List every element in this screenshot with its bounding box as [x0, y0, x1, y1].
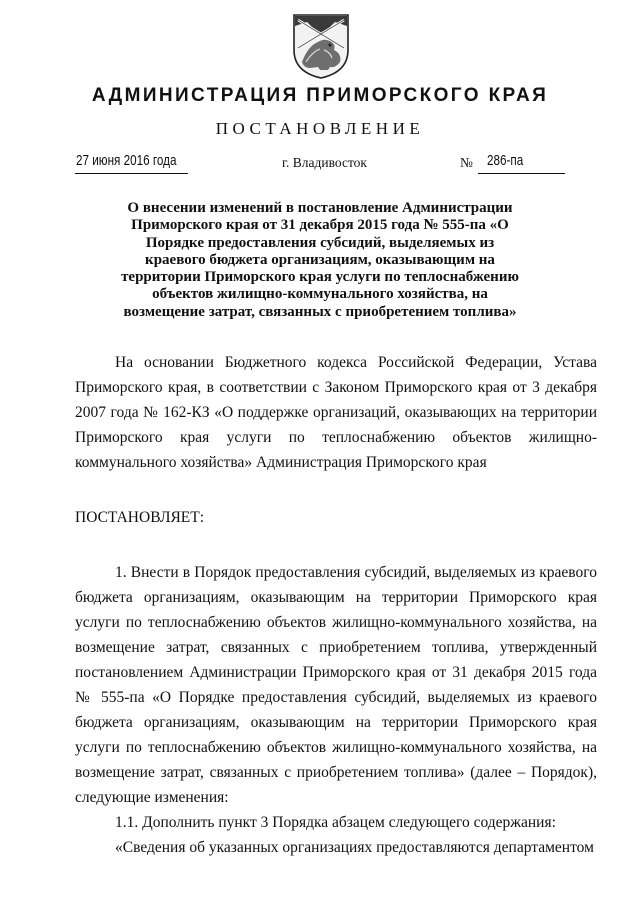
number-sign: № — [460, 155, 473, 170]
agency-name: АДМИНИСТРАЦИЯ ПРИМОРСКОГО КРАЯ — [91, 85, 549, 106]
document-type: ПОСТАНОВЛЕНИЕ — [215, 119, 425, 138]
coat-of-arms-icon — [290, 12, 352, 80]
document-body — [75, 350, 597, 860]
item-1-1: 1.1. Дополнить пункт 3 Порядка абзацем следующего содержания: — [115, 814, 556, 831]
preamble: На основании Бюджетного кодекса Российской Федерации, Устава Приморского края, в соответствии с Законом Приморского края от 3 декабря 2007 года № 162-КЗ «О поддержке организаций, оказывающих на территории Приморского края услуги по теплоснабжению объектов жилищно-коммунального хозяйства» Администрация Приморского края — [75, 354, 597, 471]
decree-word: ПОСТАНОВЛЯЕТ: — [75, 509, 205, 526]
date-underline — [75, 173, 188, 174]
document-date: 27 июня 2016 года — [76, 152, 177, 169]
document-title: О внесении изменений в постановление Администрации Приморского края от 31 декабря 2015 года № 555-па «О Порядке предоставления субсидий, выделяемых из краевого бюджета организациям, оказывающим на территории Приморского края услуги по теплоснабжению объектов жилищно-коммунального хозяйства, на возмещение затрат, связанных с приобретением топлива» — [121, 200, 519, 320]
quote-start: «Сведения об указанных организациях предоставляются департаментом — [115, 839, 594, 856]
number-underline — [478, 173, 565, 174]
city: г. Владивосток — [282, 155, 367, 170]
item-1: 1. Внести в Порядок предоставления субсидий, выделяемых из краевого бюджета организациям, оказывающим на территории Приморского края услуги по теплоснабжению объектов жилищно-коммунального хозяйства, на возмещение затрат, связанных с приобретением топлива, утвержденный постановлением Администрации Приморского края от 31 декабря 2015 года № 555-па «О Порядке предоставления субсидий, выделяемых из краевого бюджета организациям, оказывающим на территории Приморского края услуги по теплоснабжению объектов жилищно-коммунального хозяйства, на возмещение затрат, связанных с приобретением топлива» (далее – Порядок), следующие изменения: — [75, 564, 597, 806]
document-number: 286-па — [487, 152, 524, 169]
